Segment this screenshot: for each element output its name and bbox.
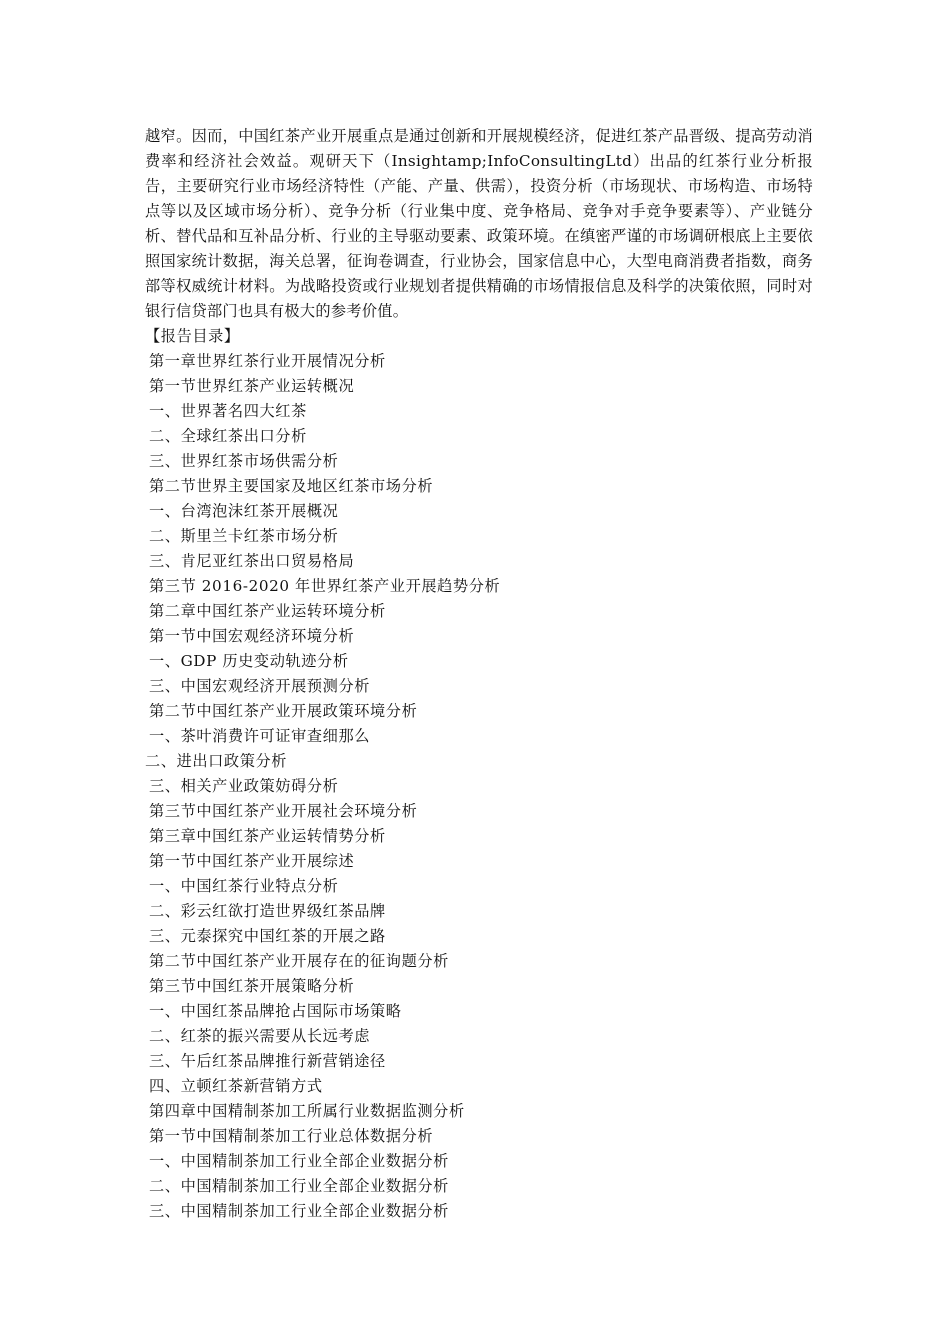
intro-paragraph: 越窄。因而，中国红茶产业开展重点是通过创新和开展规模经济，促进红茶产品晋级、提高劳动消费率和经济社会效益。观研天下（Insightamp;InfoConsultingLtd）出品的红茶行业分析报告，主要研究行业市场经济特性（产能、产量、供需），投资分析（市场现状、市场构造、市场特点等以及区域市场分析）、竞争分析（行业集中度、竞争格局、竞争对手竞争要素等）、产业链分析、替代品和互补品分析、行业的主导驱动要素、政策环境。在缜密严谨的市场调研根底上主要依照国家统计数据，海关总署，征询卷调查，行业协会，国家信息中心，大型电商消费者指数，商务部等权威统计材料。为战略投资或行业规划者提供精确的市场情报信息及科学的决策依照，同时对银行信贷部门也具有极大的参考价值。	[145, 127, 813, 320]
toc-item: 第一节中国精制茶加工行业总体数据分析	[149, 1127, 434, 1145]
toc-item: 一、中国红茶行业特点分析	[149, 877, 339, 895]
toc-item: 四、立顿红茶新营销方式	[149, 1077, 323, 1095]
toc-item: 一、台湾泡沫红茶开展概况	[149, 502, 339, 520]
toc-item: 二、中国精制茶加工行业全部企业数据分析	[149, 1177, 449, 1195]
toc-item: 第二节中国红茶产业开展政策环境分析	[149, 702, 418, 720]
toc-item: 第二节世界主要国家及地区红茶市场分析	[149, 477, 434, 495]
toc-item: 一、中国精制茶加工行业全部企业数据分析	[149, 1152, 449, 1170]
toc-list	[145, 349, 813, 1224]
toc-item: 第三节中国红茶产业开展社会环境分析	[149, 802, 418, 820]
toc-item: 三、元泰探究中国红茶的开展之路	[149, 927, 386, 945]
toc-item: 第二节中国红茶产业开展存在的征询题分析	[149, 952, 449, 970]
toc-item: 一、世界著名四大红茶	[149, 402, 307, 420]
toc-item: 第一节中国红茶产业开展综述	[149, 852, 355, 870]
toc-item: 二、全球红茶出口分析	[149, 427, 307, 445]
toc-item: 一、GDP 历史变动轨迹分析	[149, 652, 349, 670]
toc-item: 第四章中国精制茶加工所属行业数据监测分析	[149, 1102, 465, 1120]
toc-item: 第三章中国红茶产业运转情势分析	[149, 827, 386, 845]
toc-item: 第一节中国宏观经济环境分析	[149, 627, 355, 645]
toc-item: 第三节中国红茶开展策略分析	[149, 977, 355, 995]
toc-item: 二、斯里兰卡红茶市场分析	[149, 527, 339, 545]
toc-item: 第二章中国红茶产业运转环境分析	[149, 602, 386, 620]
toc-item: 三、世界红茶市场供需分析	[149, 452, 339, 470]
toc-item: 三、中国精制茶加工行业全部企业数据分析	[149, 1202, 449, 1220]
toc-item: 二、红茶的振兴需要从长远考虑	[149, 1027, 371, 1045]
toc-heading: 【报告目录】	[145, 327, 240, 345]
toc-item: 二、彩云红欲打造世界级红茶品牌	[149, 902, 386, 920]
toc-item: 第一节世界红茶产业运转概况	[149, 377, 355, 395]
toc-item: 一、中国红茶品牌抢占国际市场策略	[149, 1002, 402, 1020]
toc-item: 三、相关产业政策妨碍分析	[149, 777, 339, 795]
toc-item: 三、中国宏观经济开展预测分析	[149, 677, 371, 695]
document-body	[145, 124, 813, 1224]
toc-item: 第一章世界红茶行业开展情况分析	[149, 352, 386, 370]
toc-item: 三、午后红茶品牌推行新营销途径	[149, 1052, 386, 1070]
toc-item: 二、进出口政策分析	[145, 752, 288, 770]
toc-item: 三、肯尼亚红茶出口贸易格局	[149, 552, 355, 570]
toc-item: 第三节 2016-2020 年世界红茶产业开展趋势分析	[149, 577, 501, 595]
toc-item: 一、茶叶消费许可证审查细那么	[149, 727, 371, 745]
